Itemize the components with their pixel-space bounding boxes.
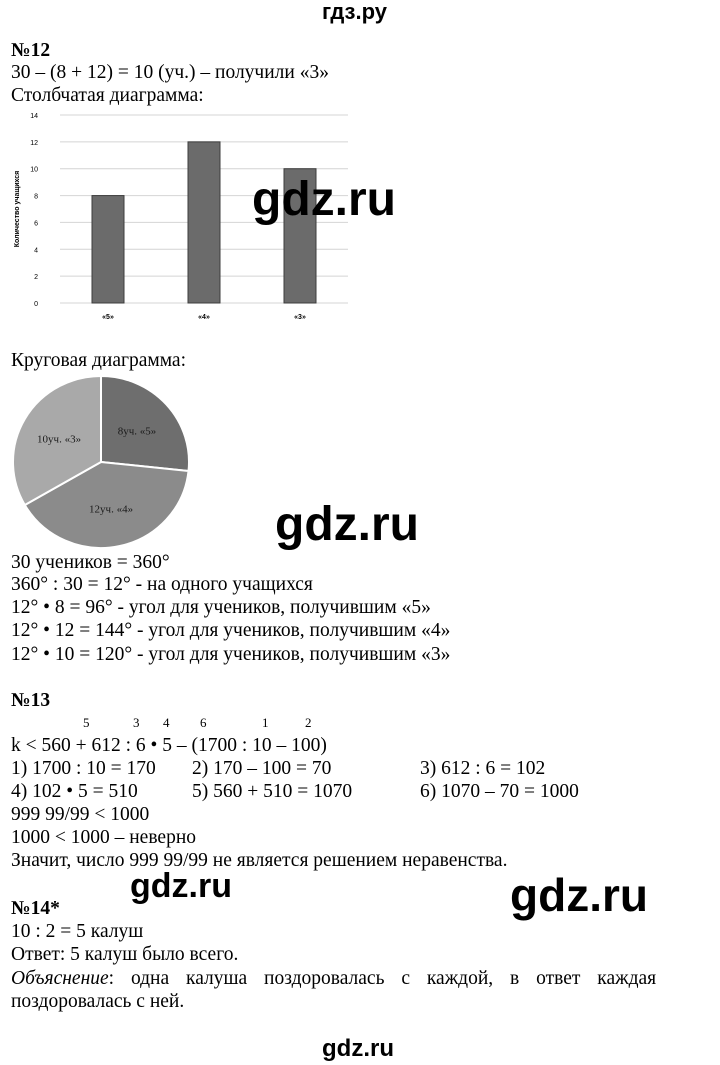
step-5: 5) 560 + 510 = 1070 [192, 781, 353, 802]
explanation-text: : одна калуша поздоровалась с каждой, в ответ каждая [108, 968, 657, 989]
watermark-1: gdz.ru [252, 173, 396, 226]
bar-chart-title: Столбчатая диаграмма: [11, 85, 204, 106]
y-tick-label: 0 [34, 301, 38, 308]
pie-slice-label: 8уч. «5» [117, 425, 157, 438]
y-tick-label: 14 [30, 113, 38, 120]
bar [188, 142, 220, 303]
order-mark: 3 [133, 715, 140, 730]
watermark-footer: gdz.ru [322, 1035, 394, 1062]
y-tick-label: 8 [34, 193, 38, 201]
task13-check: 999 99/99 < 1000 [11, 804, 150, 825]
step-3: 3) 612 : 6 = 102 [420, 758, 546, 779]
step-4: 4) 102 • 5 = 510 [11, 781, 138, 802]
task13-number: №13 [11, 690, 51, 711]
x-tick-label: «4» [198, 314, 210, 321]
task13-result: 1000 < 1000 – неверно [11, 827, 197, 848]
order-mark: 6 [200, 715, 207, 730]
y-tick-label: 10 [30, 166, 38, 174]
bar [92, 196, 124, 303]
watermark-4: gdz.ru [510, 869, 648, 921]
pie-slice-label: 10уч. «3» [37, 433, 82, 446]
watermark-3: gdz.ru [130, 867, 232, 905]
calc-line-3: 12° • 8 = 96° - угол для учеников, получившим «5» [11, 597, 431, 618]
pie-slice [101, 376, 189, 471]
step-6: 6) 1070 – 70 = 1000 [420, 781, 579, 802]
y-tick-label: 12 [30, 139, 38, 147]
calc-line-4: 12° • 12 = 144° - угол для учеников, получившим «4» [11, 620, 451, 641]
calc-line-1: 30 учеников = 360° [11, 552, 170, 573]
task13-conclusion: Значит, число 999 99/99 не является решением неравенства. [11, 850, 508, 871]
task14-number: №14* [11, 898, 60, 919]
pie-chart-title: Круговая диаграмма: [11, 350, 186, 371]
task13-expression: k < 560 + 612 : 6 • 5 – (1700 : 10 – 100) [11, 735, 327, 756]
y-tick-label: 2 [34, 274, 38, 282]
pie-slice-label: 12уч. «4» [89, 503, 134, 516]
task14-explanation [11, 968, 709, 990]
explanation-label: Объяснение [11, 968, 109, 989]
step-2: 2) 170 – 100 = 70 [192, 758, 332, 779]
calc-line-2: 360° : 30 = 12° - на одного учащихся [11, 574, 313, 595]
calc-line-5: 12° • 10 = 120° - угол для учеников, получившим «3» [11, 644, 451, 665]
y-tick-label: 4 [34, 247, 38, 255]
task14-line1: 10 : 2 = 5 калуш [11, 921, 144, 942]
order-mark: 5 [83, 715, 90, 730]
order-mark: 1 [262, 715, 269, 730]
order-mark: 2 [305, 715, 312, 730]
task12-number: №12 [11, 40, 51, 61]
x-tick-label: «3» [294, 314, 306, 321]
y-axis-label: Количество учащихся [14, 170, 21, 248]
task14-explanation-line2: поздоровалась с ней. [11, 991, 185, 1012]
order-mark: 4 [163, 715, 170, 730]
pie-chart [4, 370, 204, 550]
task14-answer: Ответ: 5 калуш было всего. [11, 944, 239, 965]
x-tick-label: «5» [102, 314, 114, 321]
y-tick-label: 6 [34, 220, 38, 228]
watermark-2: gdz.ru [275, 498, 419, 551]
task12-line1: 30 – (8 + 12) = 10 (уч.) – получили «3» [11, 62, 329, 83]
header-watermark: гдз.ру [322, 0, 387, 24]
step-1: 1) 1700 : 10 = 170 [11, 758, 156, 779]
